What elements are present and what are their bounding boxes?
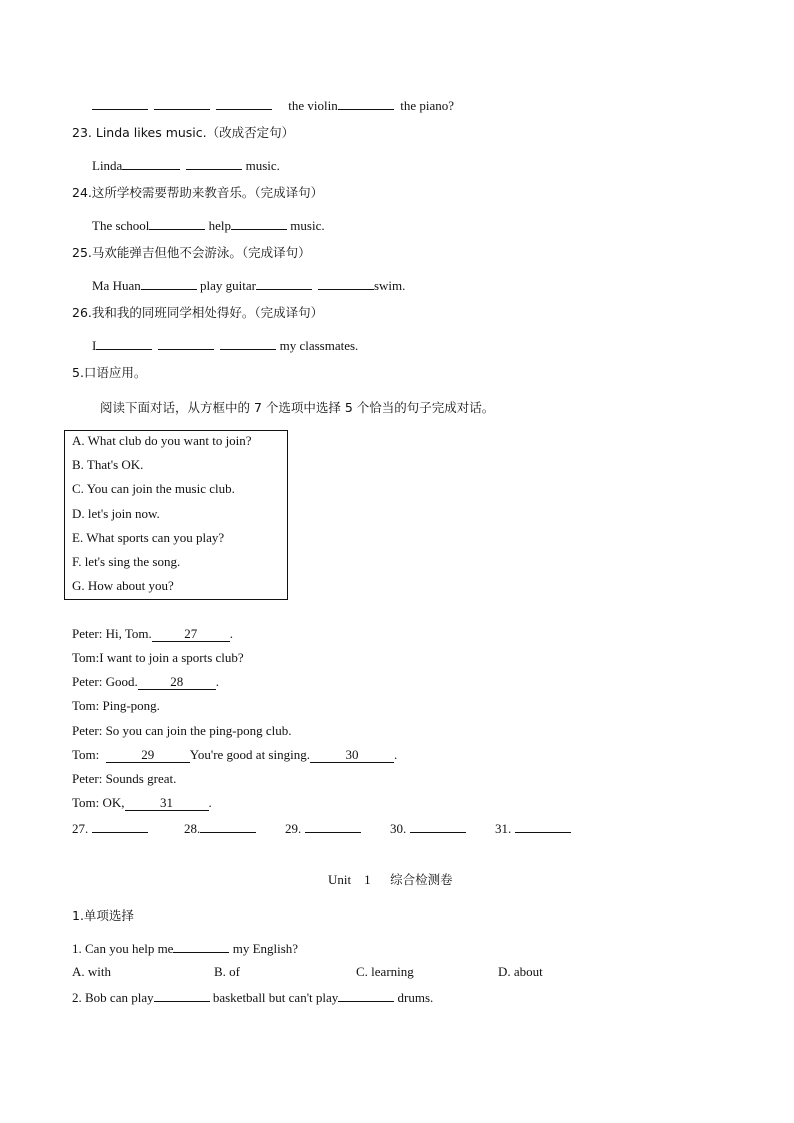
q25-mid: play guitar xyxy=(200,278,256,293)
q24-lead: The school xyxy=(92,218,150,233)
options-box xyxy=(64,430,288,600)
unit-number: 1 xyxy=(364,872,371,887)
answer-blank[interactable] xyxy=(92,95,148,110)
q24-tail: music. xyxy=(290,218,325,233)
q24-prompt: 24.这所学校需要帮助来教音乐。（完成译句） xyxy=(72,185,324,200)
q25-answer-line xyxy=(92,275,405,295)
blank-27[interactable]: 27 xyxy=(152,626,230,642)
answer-blank[interactable] xyxy=(256,275,312,290)
answer-blank[interactable] xyxy=(410,818,466,833)
choice-c[interactable]: C. learning xyxy=(356,964,414,979)
punct: . xyxy=(215,674,219,689)
q24-mid: help xyxy=(208,218,232,233)
dialogue-line xyxy=(72,794,212,812)
blank-31[interactable]: 31 xyxy=(125,795,209,811)
choice-d[interactable]: D. about xyxy=(498,964,543,979)
answer-blank[interactable] xyxy=(154,95,210,110)
answer-blank[interactable] xyxy=(92,818,148,833)
punct: . xyxy=(229,626,233,641)
answer-blank[interactable] xyxy=(173,938,229,953)
q25-lead: Ma Huan xyxy=(92,278,141,293)
q22-text2: the piano? xyxy=(400,98,455,113)
option-d: D. let's join now. xyxy=(72,506,160,521)
option-f: F. let's sing the song. xyxy=(72,554,181,569)
dialogue-text: You're good at singing. xyxy=(189,747,310,762)
choice-a[interactable]: A. with xyxy=(72,964,111,979)
answer-blank[interactable] xyxy=(338,95,394,110)
section5-heading: 5.口语应用。 xyxy=(72,365,147,380)
dialogue-line: Tom: Ping-pong. xyxy=(72,698,160,713)
question-stem: 1. Can you help me xyxy=(72,941,174,956)
answer-slot xyxy=(495,818,571,838)
question-stem: 2. Bob can play xyxy=(72,990,154,1005)
q26-answer-line xyxy=(92,335,358,355)
answer-blank[interactable] xyxy=(122,155,180,170)
mc-question-2 xyxy=(72,987,433,1007)
option-c: C. You can join the music club. xyxy=(72,481,235,496)
q22-continuation xyxy=(92,95,454,115)
answer-blank[interactable] xyxy=(200,818,256,833)
dialogue-speaker: Tom: xyxy=(72,747,100,762)
answer-blank[interactable] xyxy=(149,215,205,230)
choice-b[interactable]: B. of xyxy=(214,964,240,979)
q25-prompt: 25.马欢能弹吉但他不会游泳。（完成译句） xyxy=(72,245,311,260)
answer-blank[interactable] xyxy=(338,987,394,1002)
slot-label: 30. xyxy=(390,821,407,836)
q23-lead: Linda xyxy=(92,158,123,173)
dialogue-line xyxy=(72,746,397,764)
slot-label: 27. xyxy=(72,821,89,836)
option-a: A. What club do you want to join? xyxy=(72,433,252,448)
q25-tail: swim. xyxy=(373,278,406,293)
dialogue-speaker: Tom: OK, xyxy=(72,795,125,810)
q23-answer-line xyxy=(92,155,280,175)
dialogue-line: Tom:I want to join a sports club? xyxy=(72,650,244,665)
answer-blank[interactable] xyxy=(154,987,210,1002)
slot-label: 29. xyxy=(285,821,302,836)
q22-text1: the violin xyxy=(288,98,338,113)
dialogue-line: Peter: So you can join the ping-pong club. xyxy=(72,723,292,738)
answer-blank[interactable] xyxy=(318,275,374,290)
answer-slot xyxy=(285,818,361,838)
question-stem: my English? xyxy=(232,941,299,956)
answer-slot xyxy=(72,818,148,838)
question-stem: basketball but can't play xyxy=(212,990,339,1005)
section1-heading: 1.单项选择 xyxy=(72,908,134,923)
slot-label: 31. xyxy=(495,821,512,836)
dialogue-line xyxy=(72,625,233,643)
answer-blank[interactable] xyxy=(515,818,571,833)
blank-28[interactable]: 28 xyxy=(138,674,216,690)
answer-slot xyxy=(184,818,256,838)
option-g: G. How about you? xyxy=(72,578,174,593)
mc-question-1 xyxy=(72,938,298,958)
unit-title xyxy=(328,871,453,889)
answer-blank[interactable] xyxy=(220,335,276,350)
answer-blank[interactable] xyxy=(96,335,152,350)
answer-blank[interactable] xyxy=(186,155,242,170)
answer-blank[interactable] xyxy=(231,215,287,230)
q26-lead: I xyxy=(92,338,97,353)
dialogue-speaker: Peter: Hi, Tom. xyxy=(72,626,152,641)
answer-slot xyxy=(390,818,466,838)
q26-tail: my classmates. xyxy=(279,338,359,353)
answer-blank[interactable] xyxy=(141,275,197,290)
slot-label: 28. xyxy=(184,821,201,836)
answer-blank[interactable] xyxy=(305,818,361,833)
blank-29[interactable]: 29 xyxy=(106,747,190,763)
unit-word: Unit xyxy=(328,872,352,887)
option-b: B. That's OK. xyxy=(72,457,144,472)
unit-title-text: 综合检测卷 xyxy=(390,872,453,887)
section5-instruction: 阅读下面对话，从方框中的 7 个选项中选择 5 个恰当的句子完成对话。 xyxy=(100,400,495,415)
q26-prompt: 26.我和我的同班同学相处得好。（完成译句） xyxy=(72,305,324,320)
question-stem: drums. xyxy=(397,990,434,1005)
answer-blank[interactable] xyxy=(216,95,272,110)
q23-tail: music. xyxy=(245,158,280,173)
dialogue-speaker: Peter: Good. xyxy=(72,674,138,689)
dialogue-line: Peter: Sounds great. xyxy=(72,771,177,786)
option-e: E. What sports can you play? xyxy=(72,530,225,545)
answer-blank[interactable] xyxy=(158,335,214,350)
punct: . xyxy=(208,795,212,810)
blank-30[interactable]: 30 xyxy=(310,747,394,763)
punct: . xyxy=(393,747,398,762)
q23-prompt: 23. Linda likes music.（改成否定句） xyxy=(72,125,295,140)
q24-answer-line xyxy=(92,215,325,235)
dialogue-line xyxy=(72,673,219,691)
